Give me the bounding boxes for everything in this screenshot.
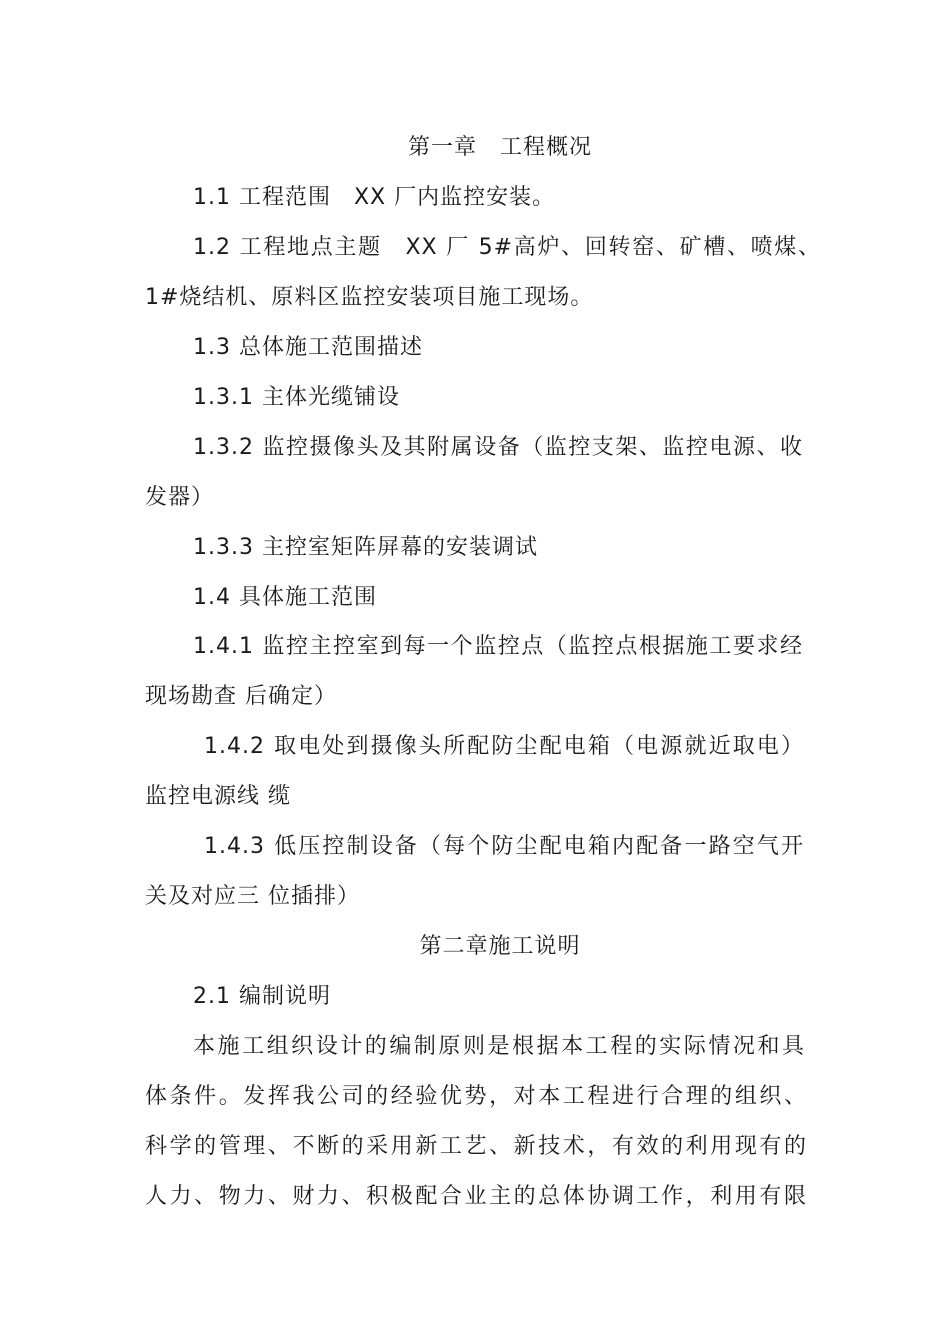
- paragraph-line-4: 人力、物力、财力、积极配合业主的总体协调工作，利用有限: [145, 1184, 807, 1209]
- section-1-2-line-1: 1.2 工程地点主题 XX 厂 5#高炉、回转窑、矿槽、喷煤、: [193, 235, 821, 260]
- section-1-2-line-2: 1#烧结机、原料区监控安装项目施工现场。: [145, 285, 594, 310]
- section-1-3-1: 1.3.1 主体光缆铺设: [193, 385, 400, 410]
- chapter-2-title: 第二章施工说明: [419, 934, 581, 959]
- section-1-3-3: 1.3.3 主控室矩阵屏幕的安装调试: [193, 535, 538, 560]
- section-1-4-2-line-1: 1.4.2 取电处到摄像头所配防尘配电箱（电源就近取电）: [204, 734, 804, 759]
- paragraph-line-1: 本施工组织设计的编制原则是根据本工程的实际情况和具: [193, 1034, 805, 1059]
- section-1-3: 1.3 总体施工范围描述: [193, 335, 423, 360]
- paragraph-line-2: 体条件。发挥我公司的经验优势，对本工程进行合理的组织、: [145, 1084, 807, 1109]
- section-1-4-3-line-1: 1.4.3 低压控制设备（每个防尘配电箱内配备一路空气开: [204, 834, 804, 859]
- section-1-1: 1.1 工程范围 XX 厂内监控安装。: [193, 185, 556, 210]
- section-1-4-1-line-1: 1.4.1 监控主控室到每一个监控点（监控点根据施工要求经: [193, 634, 803, 659]
- paragraph-line-3: 科学的管理、不断的采用新工艺、新技术，有效的利用现有的: [145, 1134, 807, 1159]
- section-1-3-2-line-2: 发器）: [145, 485, 215, 510]
- chapter-1-title: 第一章 工程概况: [407, 135, 592, 160]
- section-1-4-3-line-2: 关及对应三 位插排）: [145, 884, 360, 909]
- section-1-4-1-line-2: 现场勘查 后确定）: [145, 684, 337, 709]
- section-1-4-2-line-2: 监控电源线 缆: [145, 784, 291, 809]
- section-1-4: 1.4 具体施工范围: [193, 585, 377, 610]
- section-1-3-2-line-1: 1.3.2 监控摄像头及其附属设备（监控支架、监控电源、收: [193, 435, 803, 460]
- section-2-1: 2.1 编制说明: [193, 984, 331, 1009]
